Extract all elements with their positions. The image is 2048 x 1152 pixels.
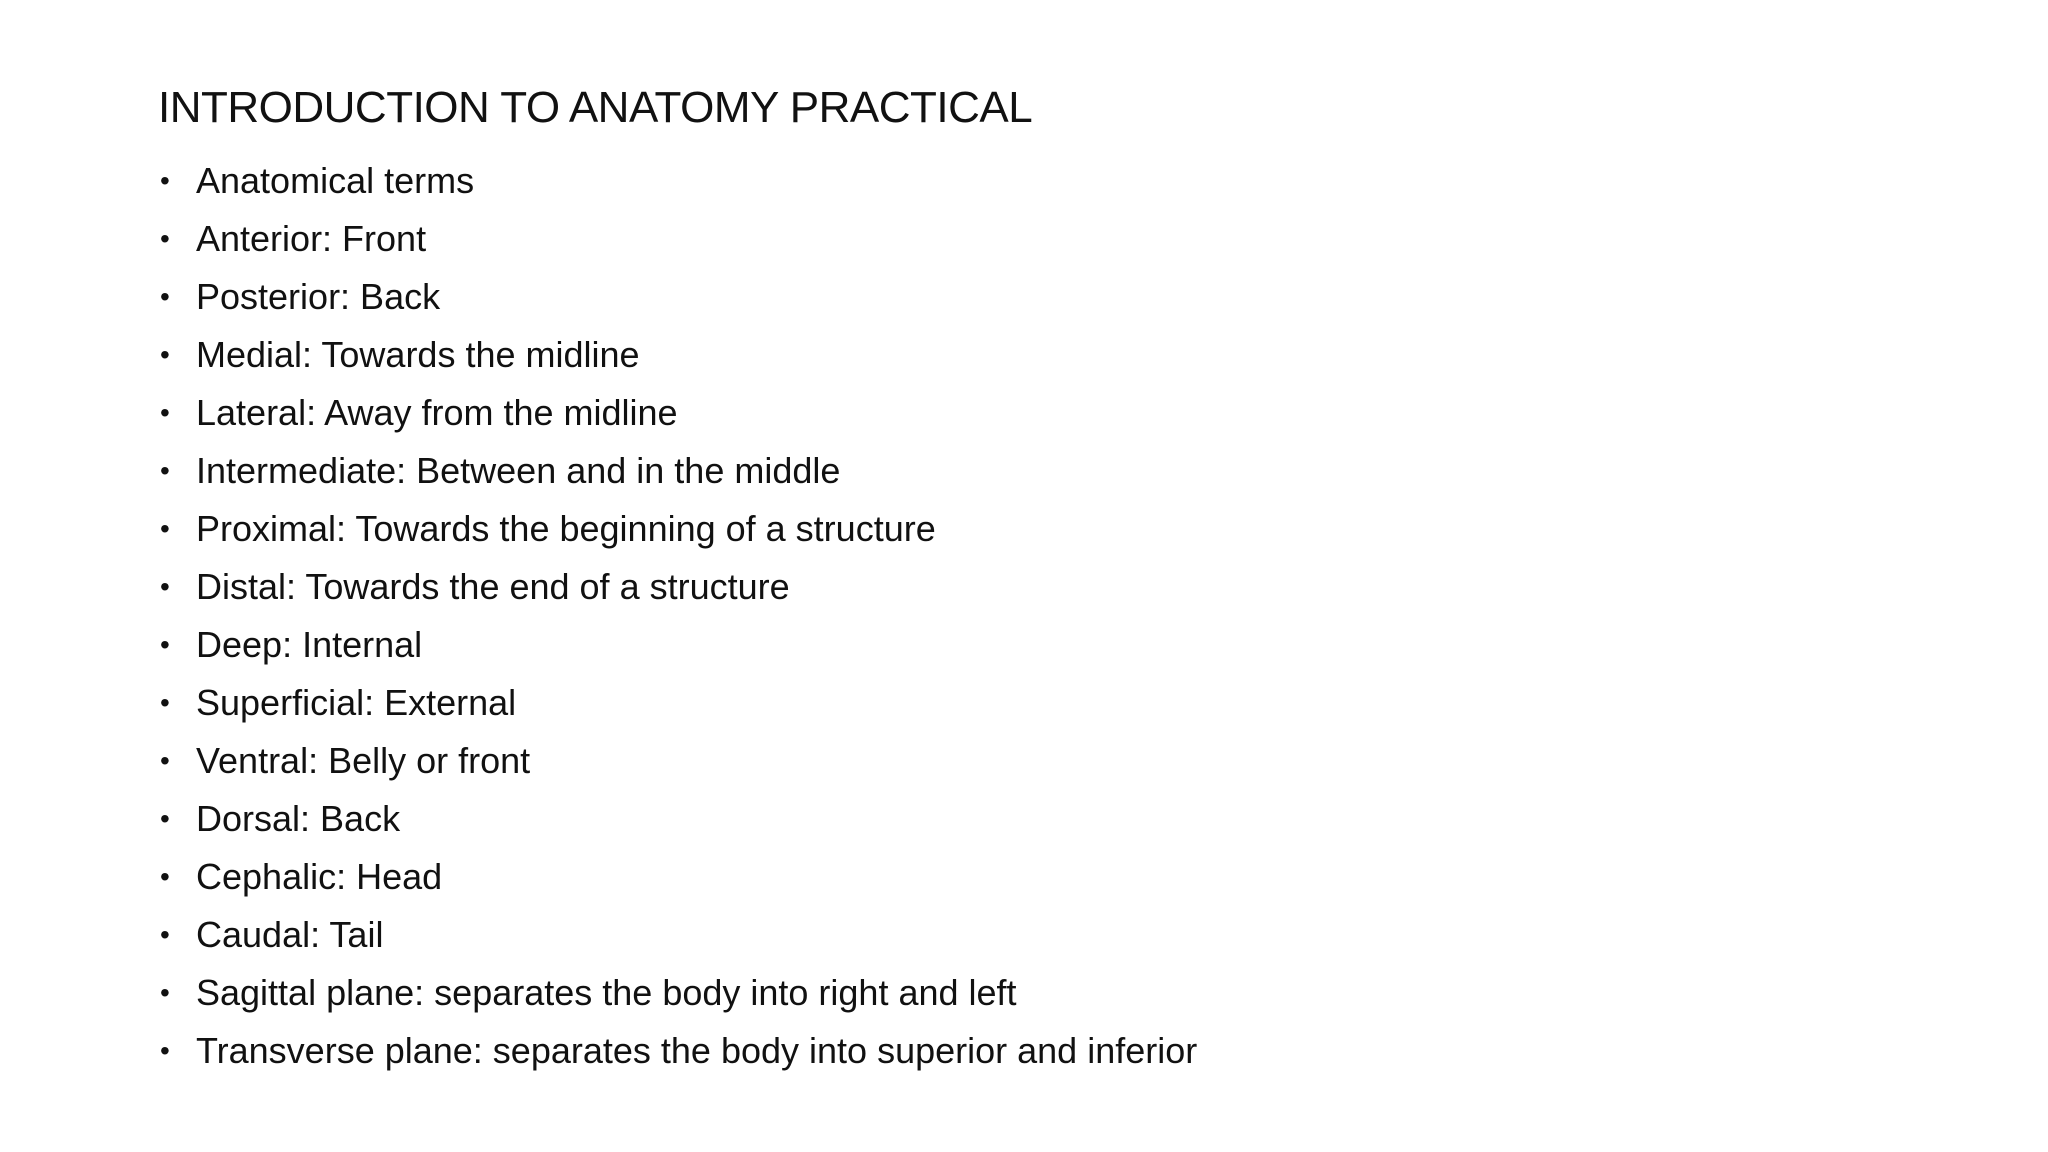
bullet-icon: • <box>160 513 170 544</box>
bullet-item <box>158 964 1197 1022</box>
bullet-icon: • <box>160 861 170 892</box>
bullet-icon: • <box>160 223 170 254</box>
bullet-icon: • <box>160 281 170 312</box>
bullet-icon: • <box>160 687 170 718</box>
bullet-text: Superficial: External <box>196 682 517 723</box>
bullet-text: Anatomical terms <box>196 160 475 201</box>
bullet-text: Intermediate: Between and in the middle <box>196 450 841 491</box>
bullet-item <box>158 1022 1197 1080</box>
bullet-item <box>158 384 1197 442</box>
bullet-text: Distal: Towards the end of a structure <box>196 566 790 607</box>
bullet-text: Transverse plane: separates the body into superior and inferior <box>196 1030 1198 1071</box>
bullet-text: Deep: Internal <box>196 624 423 665</box>
bullet-icon: • <box>160 455 170 486</box>
bullet-item <box>158 790 1197 848</box>
bullet-item <box>158 848 1197 906</box>
bullet-item <box>158 732 1197 790</box>
bullet-icon: • <box>160 977 170 1008</box>
bullet-icon: • <box>160 339 170 370</box>
bullet-list <box>158 152 1197 1080</box>
bullet-icon: • <box>160 571 170 602</box>
bullet-item <box>158 674 1197 732</box>
bullet-text: Medial: Towards the midline <box>196 334 640 375</box>
bullet-item <box>158 210 1197 268</box>
bullet-icon: • <box>160 803 170 834</box>
bullet-text: Proximal: Towards the beginning of a structure <box>196 508 936 549</box>
bullet-text: Sagittal plane: separates the body into right and left <box>196 972 1017 1013</box>
bullet-text: Cephalic: Head <box>196 856 443 897</box>
bullet-item <box>158 616 1197 674</box>
bullet-text: Caudal: Tail <box>196 914 384 955</box>
bullet-text: Anterior: Front <box>196 218 427 259</box>
bullet-text: Dorsal: Back <box>196 798 401 839</box>
slide-title: INTRODUCTION TO ANATOMY PRACTICAL <box>158 83 1033 132</box>
bullet-text: Posterior: Back <box>196 276 441 317</box>
bullet-icon: • <box>160 397 170 428</box>
bullet-text: Ventral: Belly or front <box>196 740 531 781</box>
bullet-text: Lateral: Away from the midline <box>196 392 678 433</box>
bullet-item <box>158 906 1197 964</box>
bullet-icon: • <box>160 919 170 950</box>
bullet-item <box>158 500 1197 558</box>
bullet-item <box>158 152 1197 210</box>
bullet-icon: • <box>160 745 170 776</box>
bullet-item <box>158 442 1197 500</box>
bullet-icon: • <box>160 1035 170 1066</box>
bullet-item <box>158 268 1197 326</box>
bullet-item <box>158 558 1197 616</box>
bullet-item <box>158 326 1197 384</box>
bullet-icon: • <box>160 629 170 660</box>
bullet-icon: • <box>160 165 170 196</box>
